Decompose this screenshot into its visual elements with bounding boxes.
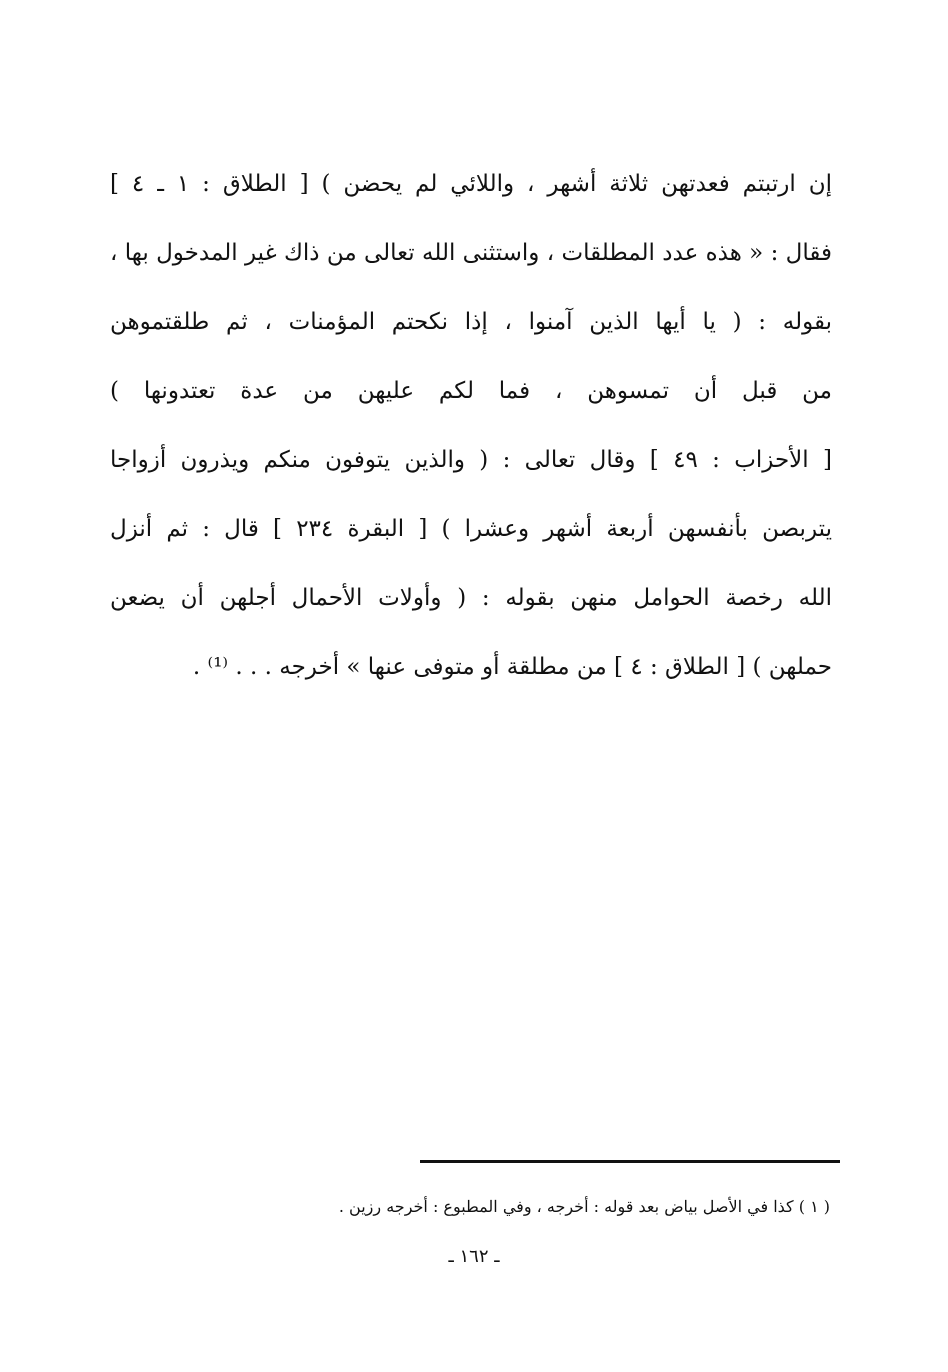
footnote: ( ١ ) كذا في الأصل بياض بعد قوله : أخرجه ، وفي المطبوع : أخرجه رزين .	[338, 1197, 830, 1216]
text-line: فقال : « هذه عدد المطلقات ، واستثنى الله تعالى من ذاك غير المدخول بها ،	[110, 240, 832, 266]
text-line: حملهن ) [ الطلاق : ٤ ] من مطلقة أو متوفى عنها » أخرجه . . . ⁽¹⁾ .	[192, 654, 832, 680]
text-line: [ الأحزاب : ٤٩ ] وقال تعالى : ( والذين يتوفون منكم ويذرون أزواجا	[110, 447, 832, 473]
page-number: ـ ١٦٢ ـ	[448, 1246, 500, 1267]
text-line: من قبل أن تمسوهن ، فما لكم عليهن من عدة تعتدونها )	[110, 378, 832, 404]
main-text-block	[110, 150, 832, 702]
text-line: الله رخصة الحوامل منهن بقوله : ( وأولات الأحمال أجلهن أن يضعن	[110, 585, 832, 611]
text-line: إن ارتبتم فعدتهن ثلاثة أشهر ، واللائي لم يحضن ) [ الطلاق : ١ ـ ٤ ]	[110, 171, 832, 197]
footnote-separator	[420, 1160, 840, 1163]
text-line: يتربصن بأنفسهن أربعة أشهر وعشرا ) [ البقرة ٢٣٤ ] قال : ثم أنزل	[110, 516, 832, 542]
text-line: بقوله : ( يا أيها الذين آمنوا ، إذا نكحتم المؤمنات ، ثم طلقتموهن	[110, 309, 832, 335]
